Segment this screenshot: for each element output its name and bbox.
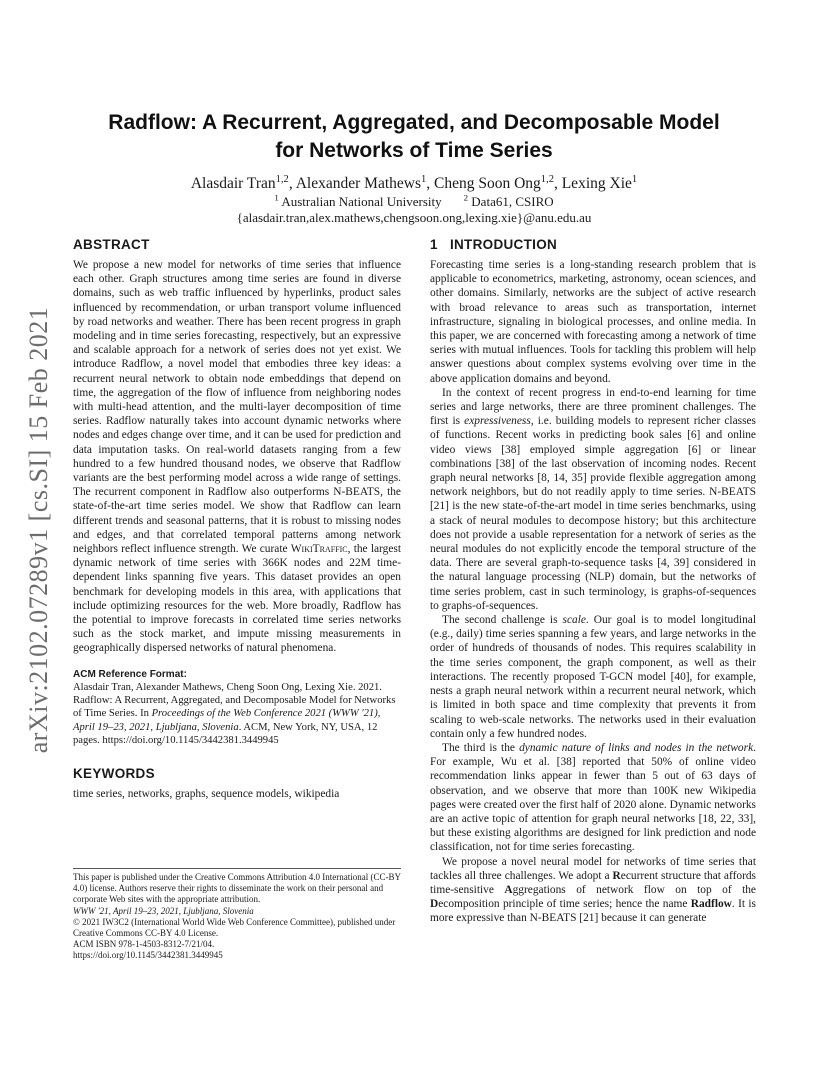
author-emails: {alasdair.tran,alex.mathews,chengsoon.ong,lexing.xie}@anu.edu.au <box>236 210 592 225</box>
title-line-2: for Networks of Time Series <box>275 139 553 162</box>
footnote-doi: https://doi.org/10.1145/3442381.3449945 <box>73 950 223 961</box>
acm-ref-heading: ACM Reference Format: <box>73 668 187 680</box>
intro-paragraph-1: Forecasting time series is a long-standing research problem that is applicable to econometrics, marketing, astronomy, ocean sciences, and other domains. Similarly, networks are the subject of active research with broad relevance to areas such as transportation, internet infrastructure, signaling in biological processes, and online media. In this paper, we are concerned with forecasting among a network of time series with mutual influences. Tools for tackling this problem will help answer questions about complex systems evolving over time in the above application domains and beyond. <box>430 259 756 385</box>
keywords-heading: KEYWORDS <box>73 766 155 782</box>
affil-name: Data61, CSIRO <box>471 194 554 209</box>
footnote-isbn: ACM ISBN 978-1-4503-8312-7/21/04. <box>73 939 215 950</box>
author-name: Alexander Mathews <box>295 175 421 192</box>
author-name: Alasdair Tran <box>190 175 276 192</box>
intro-heading: 1 INTRODUCTION <box>430 237 558 252</box>
author-affil-mark: 1,2 <box>275 173 289 185</box>
intro-paragraph-2: In the context of recent progress in end-to-end learning for time series and large networks, there are three prominent challenges. The first is expressiveness, i.e. building models to represent richer classes of functions. Recent works in predicting book sales [6] and online video views [38] employed simple aggregation [6] or linear combinations [38] of the last observation of incoming nodes. Recent graph neural networks [8, 14, 35] provide flexible aggregation among network neighbors, but do not readily apply to time series. N-BEATS [21] is the new state-of-the-art model in time series benchmarks, using a stack of neural modules to decompose history; but this architecture does not provide a usable representation for a network of series as the neural modules do not explicitly encode the temporal structure of the data. There are several graph-to-sequence tasks [4, 39] considered in the natural language processing (NLP) domain, but the networks of time series problem, cast in such terminology, is graphs-of-sequences to graphs-of-sequences. <box>430 386 756 612</box>
author-affil-mark: 1 <box>420 173 427 185</box>
model-name: Radflow <box>690 898 732 911</box>
affil-name: Australian National University <box>281 194 442 209</box>
author-affil-mark: 1 <box>631 173 638 185</box>
author-list: Alasdair Tran$^{1,2}$, Alexander Mathews$^1$, Cheng Soon Ong$^{1,2}$, Lexing Xie$^1$ <box>190 173 638 192</box>
arxiv-stamp: arXiv:2102.07289v1 [cs.SI] 15 Feb 2021 <box>24 306 53 754</box>
intro-paragraph-5: We propose a novel neural model for networks of time series that tackles all three challenges. We adopt a Recurrent structure that affords time-sensitive Aggregations of network flow on top of the Decomposition principle of time series; hence the name Radflow. It is more expressive than N-BEATS [21] because it can generate <box>430 855 756 925</box>
keywords-text: time series, networks, graphs, sequence models, wikipedia <box>73 788 340 801</box>
affiliations <box>72 194 756 210</box>
footnote-conference: WWW '21, April 19–23, 2021, Ljubljana, Slovenia <box>73 905 254 916</box>
acm-ref-venue: Proceedings of the Web Conference 2021 (WWW '21), April 19–23, 2021, Ljubljana, Slovenia <box>73 708 381 733</box>
author-name: Cheng Soon Ong <box>434 175 541 192</box>
footnote-license: This paper is published under the Creative Commons Attribution 4.0 International (CC-BY 4.0) license. Authors reserve their rights to disseminate the work on their personal and corporate Web sites with the appropriate attribution. <box>73 872 401 905</box>
affil-mark: 1 <box>274 192 279 203</box>
right-column <box>430 236 756 926</box>
affil-mark: 2 <box>463 192 469 203</box>
abstract-heading: ABSTRACT <box>73 237 150 252</box>
intro-paragraph-4: The third is the dynamic nature of links and nodes in the network. For example, Wu et al. [38] reported that 50% of online video recommendation links appear in fewer than 5 out of 63 days of observation, and we observe that more than 100K new Wikipedia pages were created over the first half of 2020 alone. Dynamic networks are an active topic of attention for graph neural networks [18, 22, 33], but these existing algorithms are designed for link prediction and node classification, not for time series forecasting. <box>430 741 756 854</box>
paper-title <box>72 109 756 165</box>
author-name: Lexing Xie <box>561 175 632 192</box>
intro-paragraph-3: The second challenge is scale. Our goal is to model longitudinal (e.g., daily) time series spanning a few years, and large networks in the order of hundreds of thousands of nodes. This requires scalability in the time series component, the graph component, as well as their interactions. The recently proposed T-GCN model [40], for example, nests a graph neural network within a recurrent neural network, which is limited in both space and time complexity that prevents it from scaling to web-scale networks. The networks used in their evaluation contain only a few hundred nodes. <box>430 614 756 740</box>
copyright-footnote <box>73 868 401 962</box>
left-column <box>73 236 401 801</box>
footnote-copyright: © 2021 IW3C2 (International World Wide Web Conference Committee), published under Creative Commons CC-BY 4.0 License. <box>73 916 396 939</box>
dataset-name: WikiTraffic <box>290 543 348 556</box>
author-affil-mark: 1,2 <box>540 173 554 185</box>
title-line-1: Radflow: A Recurrent, Aggregated, and Decomposable Model <box>108 111 720 134</box>
abstract-text: We propose a new model for networks of time series that influence each other. Graph structures among time series are found in diverse domains, such as web traffic influenced by hyperlinks, product sales influenced by recommendation, or urban transport volume influenced by road networks and weather. There has been recent progress in graph modeling and in time series forecasting, respectively, but an expressive and scalable approach for a network of series does not yet exist. We introduce Radflow, a novel model that embodies three key ideas: a recurrent neural network to obtain node embeddings that depend on time, the aggregation of the flow of influence from neighboring nodes with multi-head attention, and the multi-layer decomposition of time series. Radflow naturally takes into account dynamic networks where nodes and edges change over time, and it can be used for prediction and data imputation tasks. On real-world datasets ranging from a few hundred to a few hundred thousand nodes, we observe that Radflow variants are the best performing model across a wide range of settings. The recurrent component in Radflow also outperforms N-BEATS, the state-of-the-art time series model. We show that Radflow can learn different trends and seasonal patterns, that it is robust to missing nodes and edges, and that correlated temporal patterns among network neighbors reflect influence strength. We curate WikiTraffic, the largest dynamic network of time series with 366K nodes and 22M time-dependent links spanning five years. This dataset provides an open benchmark for developing models in this area, with applications that include optimizing resources for the web. More broadly, Radflow has the potential to improve forecasts in correlated time series networks such as the stock market, and impute missing measurements in geographically dispersed networks of natural phenomena. <box>73 259 401 655</box>
acm-ref-text: Alasdair Tran, Alexander Mathews, Cheng Soon Ong, Lexing Xie. 2021. Radflow: A Recurrent, Aggregated, and Decomposable Model for Networks of Time Series. In Proceedings of the Web Conference 2021 (WWW '21), April 19–23, 2021, Ljubljana, Slovenia. ACM, New York, NY, USA, 12 pages. https://doi.org/10.1145/3442381.3449945 <box>73 681 396 746</box>
